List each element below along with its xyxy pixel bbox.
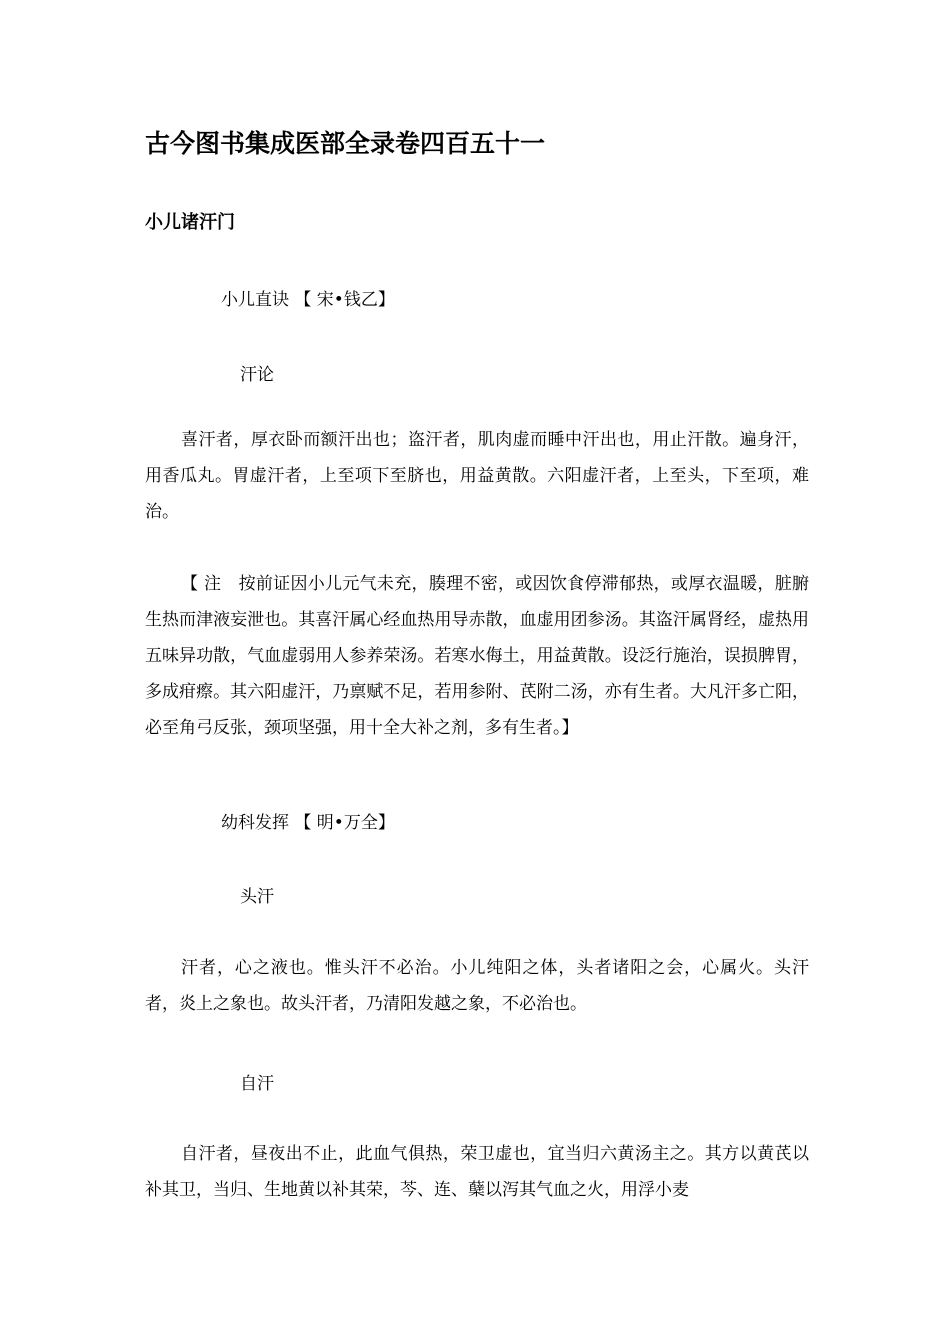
book-heading-xiaoer-zhijue: 小儿直诀 【 宋•钱乙】 — [221, 290, 395, 310]
document-title: 古今图书集成医部全录卷四百五十一 — [145, 129, 546, 158]
annotation-note: 【 注 按前证因小儿元气未充，腠理不密，或因饮食停滞郁热，或厚衣温暖，脏腑生热而津液妄泄也。其喜汗属心经血热用导赤散，血虚用团参汤。其盗汗属肾经，虚热用五味异功散，气血虚弱用人参养荣汤。若寒水侮土，用益黄散。设泛行施治，误损脾胃，多成疳瘵。其六阳虚汗，乃禀赋不足，若用参附、芪附二汤，亦有生者。大凡汗多亡阳，必至角弓反张，颈项坚强，用十全大补之剂，多有生者。】 — [145, 574, 809, 738]
book-heading-youke-fahui: 幼科发挥 【 明•万全】 — [221, 813, 395, 833]
topic-heading-han-lun: 汗论 — [240, 365, 274, 385]
topic-heading-zi-han: 自汗 — [240, 1074, 274, 1094]
paragraph-tou-han: 汗者，心之液也。惟头汗不必治。小儿纯阳之体，头者诸阳之会，心属火。头汗者，炎上之象也。故头汗者，乃清阳发越之象，不必治也。 — [145, 958, 809, 1014]
paragraph-zi-han: 自汗者，昼夜出不止，此血气俱热，荣卫虚也，宜当归六黄汤主之。其方以黄芪以补其卫，当归、生地黄以补其荣，芩、连、蘖以泻其气血之火，用浮小麦 — [145, 1144, 809, 1200]
topic-heading-tou-han: 头汗 — [240, 887, 274, 907]
section-title: 小儿诸汗门 — [145, 212, 235, 233]
paragraph-han-lun: 喜汗者，厚衣卧而额汗出也；盗汗者，肌肉虚而睡中汗出也，用止汗散。遍身汗，用香瓜丸。胃虚汗者，上至项下至脐也，用益黄散。六阳虚汗者，上至头，下至项，难治。 — [145, 430, 809, 522]
